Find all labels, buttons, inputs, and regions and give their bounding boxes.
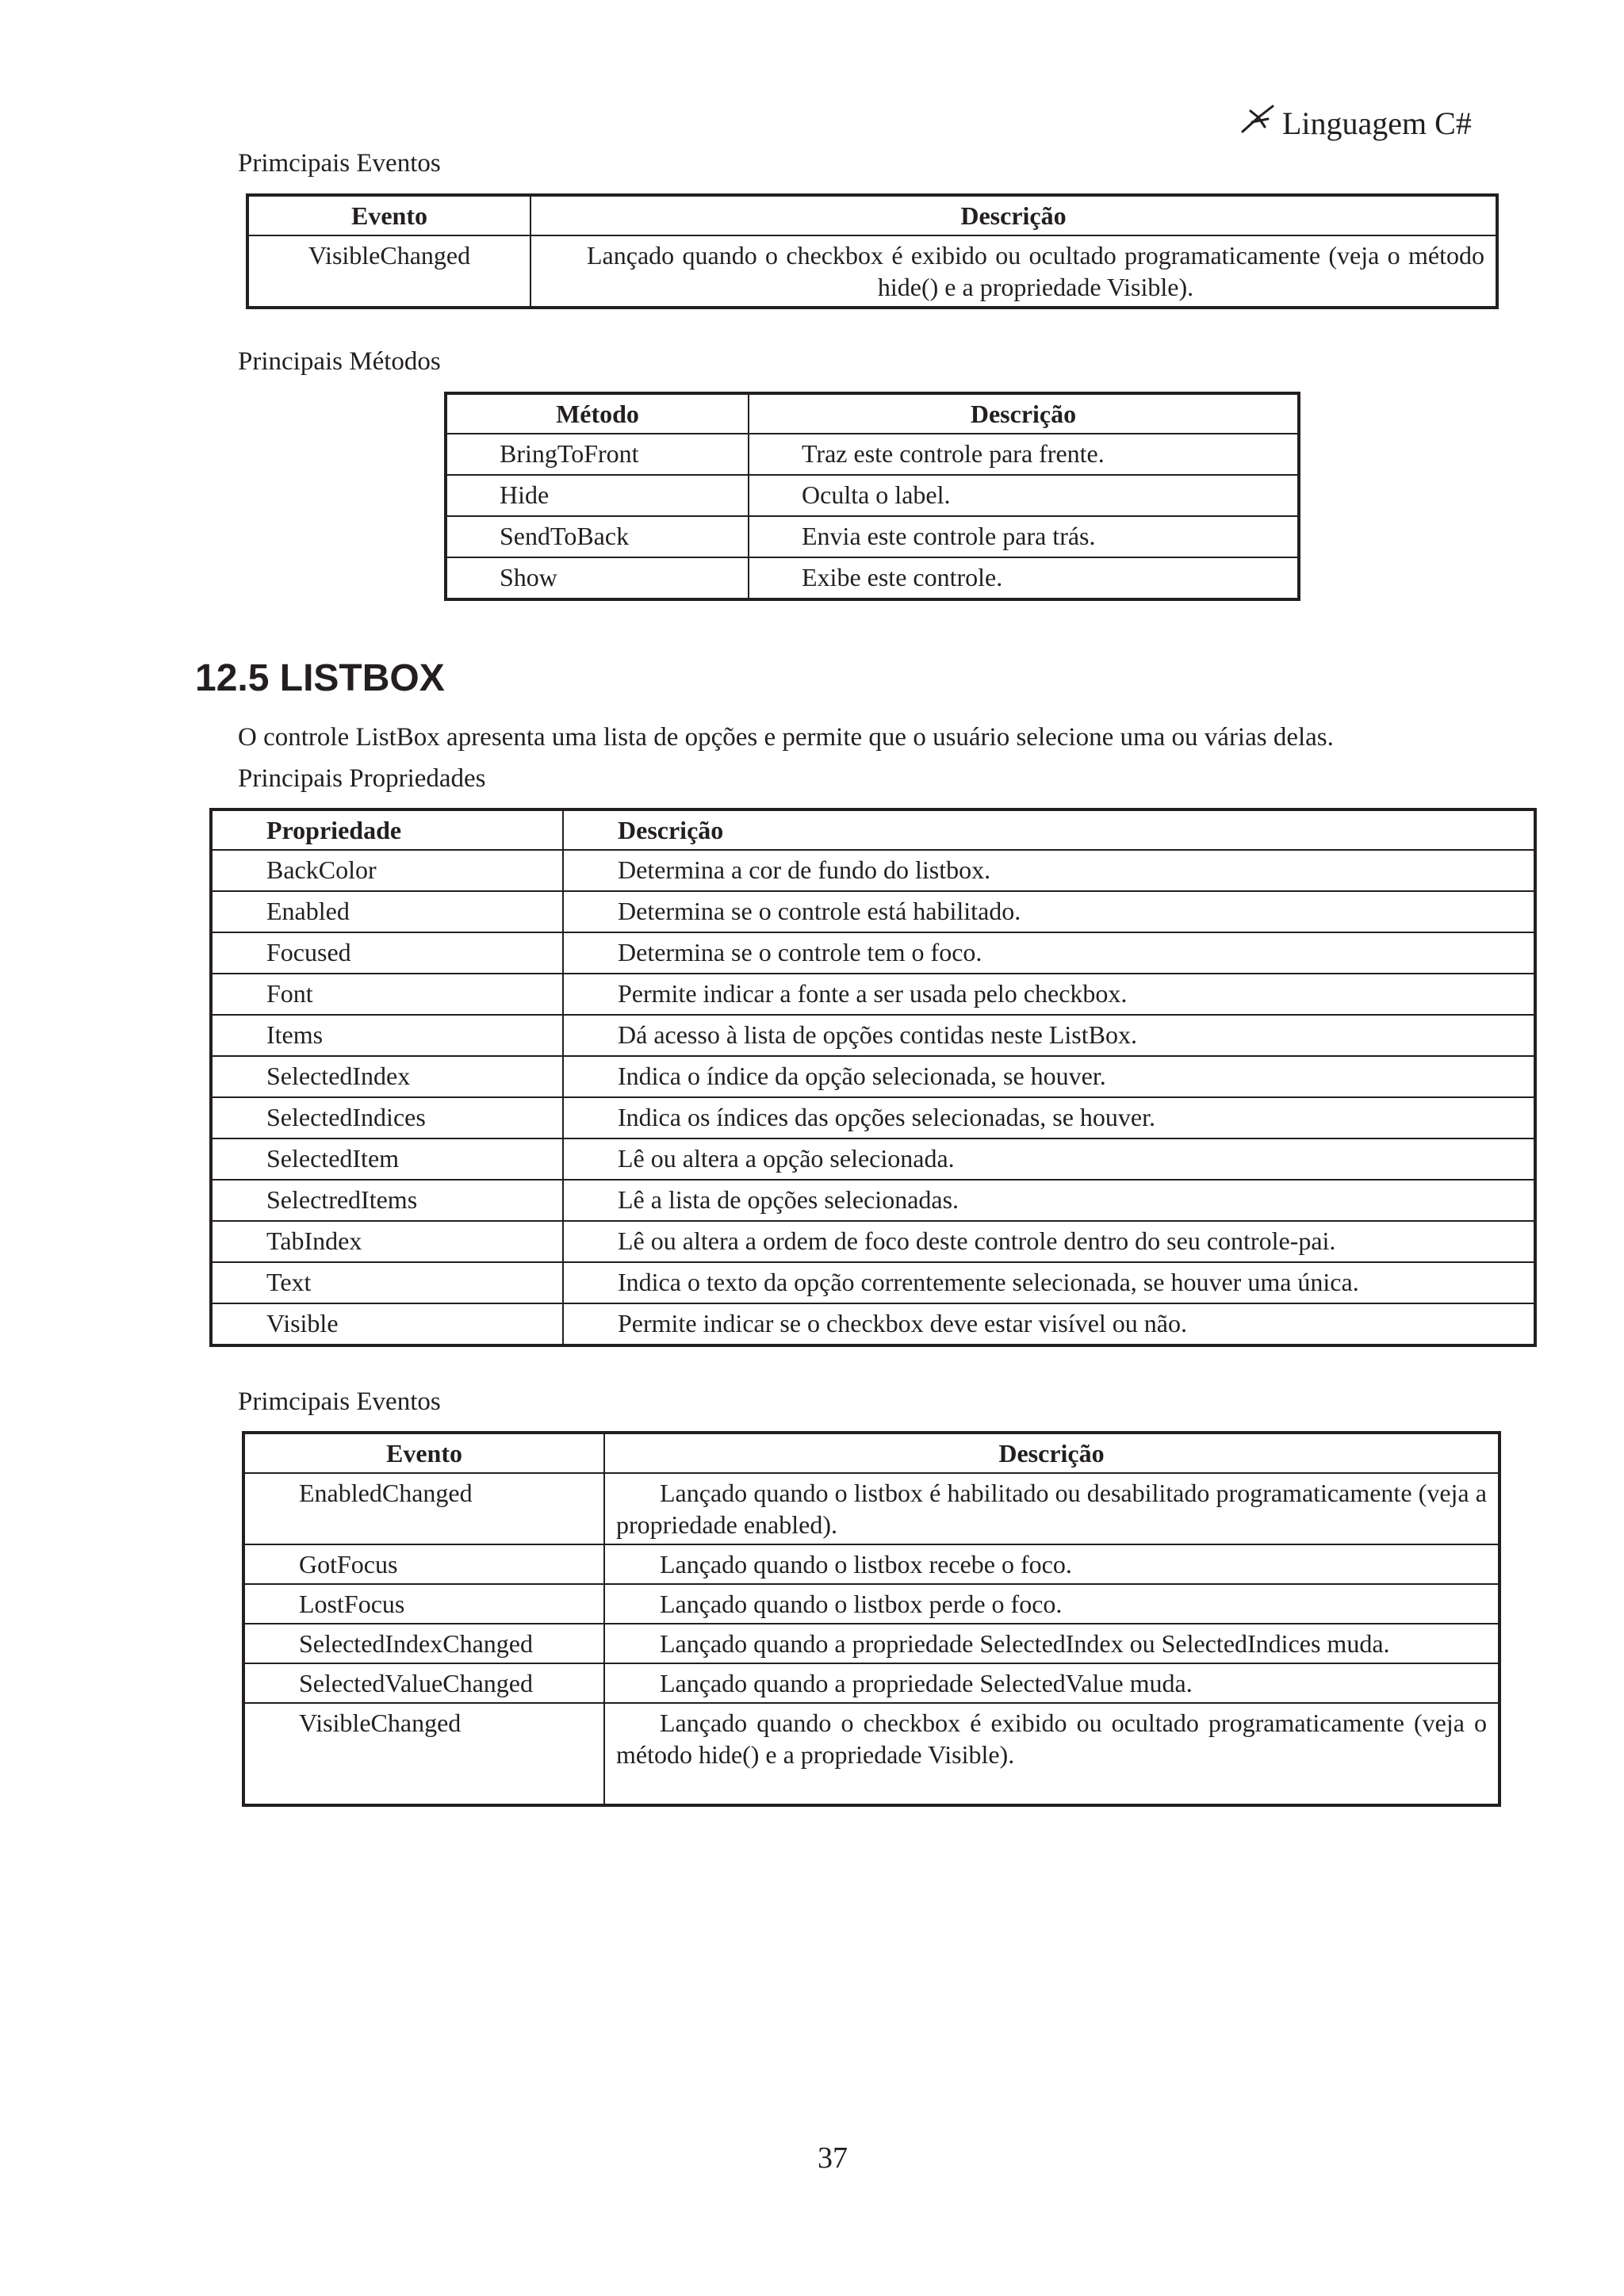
table-row [243,1663,1500,1703]
table-header-row [247,195,1497,235]
table-row [211,974,1535,1015]
table-row [243,1703,1500,1805]
header-title: Linguagem C# [1282,105,1472,141]
table-row [446,557,1299,599]
section-caption-events: Primcipais Eventos [238,149,441,178]
column-header: Propriedade [211,809,563,850]
table-cell: VisibleChanged [247,235,530,308]
column-header: Método [446,393,749,434]
table-cell: SelectredItems [211,1180,563,1221]
intro-paragraph: O controle ListBox apresenta uma lista de opções e permite que o usuário selecione uma ou várias delas. [238,723,1334,752]
table-row [211,1015,1535,1056]
table-row [211,1180,1535,1221]
column-header: Descrição [749,393,1299,434]
section-heading: 12.5 LISTBOX [195,657,445,699]
table-row [243,1544,1500,1584]
table-row [446,475,1299,516]
column-header: Descrição [530,195,1497,235]
table-cell: Items [211,1015,563,1056]
table-cell: TabIndex [211,1221,563,1262]
table-cell: Determina se o controle está habilitado. [563,891,1535,932]
section-caption-methods: Principais Métodos [238,347,441,376]
table-cell: Permite indicar a fonte a ser usada pelo checkbox. [563,974,1535,1015]
table-cell: Lançado quando o checkbox é exibido ou ocultado programaticamente (veja o método hide() e a propriedade Visible). [604,1703,1500,1805]
table-cell: Traz este controle para frente. [749,434,1299,475]
table-cell: Font [211,974,563,1015]
table-cell: SelectedValueChanged [243,1663,604,1703]
table-cell: SelectedItem [211,1138,563,1180]
section-caption-properties: Principais Propriedades [238,764,486,793]
table-cell: Lançado quando a propriedade SelectedIndex ou SelectedIndices muda. [604,1624,1500,1663]
table-cell: Indica o índice da opção selecionada, se houver. [563,1056,1535,1097]
table-cell: Hide [446,475,749,516]
table-cell: Lançado quando o listbox é habilitado ou desabilitado programaticamente (veja a propriedade enabled). [604,1473,1500,1544]
methods-table [444,392,1300,601]
column-header: Evento [243,1433,604,1473]
table-row [243,1624,1500,1663]
table-cell: Permite indicar se o checkbox deve estar visível ou não. [563,1303,1535,1345]
table-header-row [243,1433,1500,1473]
section-caption-events: Primcipais Eventos [238,1387,441,1416]
table-cell: SelectedIndexChanged [243,1624,604,1663]
table-cell: Determina se o controle tem o foco. [563,932,1535,974]
table-row [211,1056,1535,1097]
table-cell: Lançado quando o listbox perde o foco. [604,1584,1500,1624]
column-header: Descrição [604,1433,1500,1473]
table-cell: BackColor [211,850,563,891]
quill-pen-icon [1241,103,1276,143]
table-cell: SelectedIndices [211,1097,563,1138]
table-cell: Lê a lista de opções selecionadas. [563,1180,1535,1221]
page-header [1241,103,1472,143]
column-header: Descrição [563,809,1535,850]
table-cell: Indica os índices das opções selecionadas, se houver. [563,1097,1535,1138]
table-cell: Lê ou altera a ordem de foco deste controle dentro do seu controle-pai. [563,1221,1535,1262]
table-row [243,1473,1500,1544]
table-cell: Lançado quando o checkbox é exibido ou ocultado programaticamente (veja o método hide() e a propriedade Visible). [530,235,1497,308]
table-cell: Show [446,557,749,599]
table-row [243,1584,1500,1624]
table-cell: BringToFront [446,434,749,475]
table-cell: EnabledChanged [243,1473,604,1544]
page-number: 37 [818,2141,848,2175]
table-cell: Dá acesso à lista de opções contidas neste ListBox. [563,1015,1535,1056]
table-cell: Lançado quando o listbox recebe o foco. [604,1544,1500,1584]
table-cell: Determina a cor de fundo do listbox. [563,850,1535,891]
table-cell: Visible [211,1303,563,1345]
table-row [211,1221,1535,1262]
table-row [211,1262,1535,1303]
table-cell: VisibleChanged [243,1703,604,1805]
table-row [211,932,1535,974]
table-cell: SendToBack [446,516,749,557]
properties-table [209,808,1537,1347]
table-cell: Lançado quando a propriedade SelectedValue muda. [604,1663,1500,1703]
table-header-row [446,393,1299,434]
table-cell: SelectedIndex [211,1056,563,1097]
events-table-checkbox [246,193,1499,309]
table-cell: Focused [211,932,563,974]
table-cell: Oculta o label. [749,475,1299,516]
table-cell: Exibe este controle. [749,557,1299,599]
table-row [247,235,1497,308]
events-table-listbox [242,1431,1501,1807]
table-row [211,1303,1535,1345]
table-cell: Envia este controle para trás. [749,516,1299,557]
table-row [211,850,1535,891]
table-cell: Enabled [211,891,563,932]
table-row [446,434,1299,475]
table-row [211,891,1535,932]
table-cell: Lê ou altera a opção selecionada. [563,1138,1535,1180]
table-row [211,1097,1535,1138]
table-row [446,516,1299,557]
table-header-row [211,809,1535,850]
table-cell: Indica o texto da opção correntemente selecionada, se houver uma única. [563,1262,1535,1303]
table-row [211,1138,1535,1180]
column-header: Evento [247,195,530,235]
table-cell: GotFocus [243,1544,604,1584]
table-cell: LostFocus [243,1584,604,1624]
table-cell: Text [211,1262,563,1303]
